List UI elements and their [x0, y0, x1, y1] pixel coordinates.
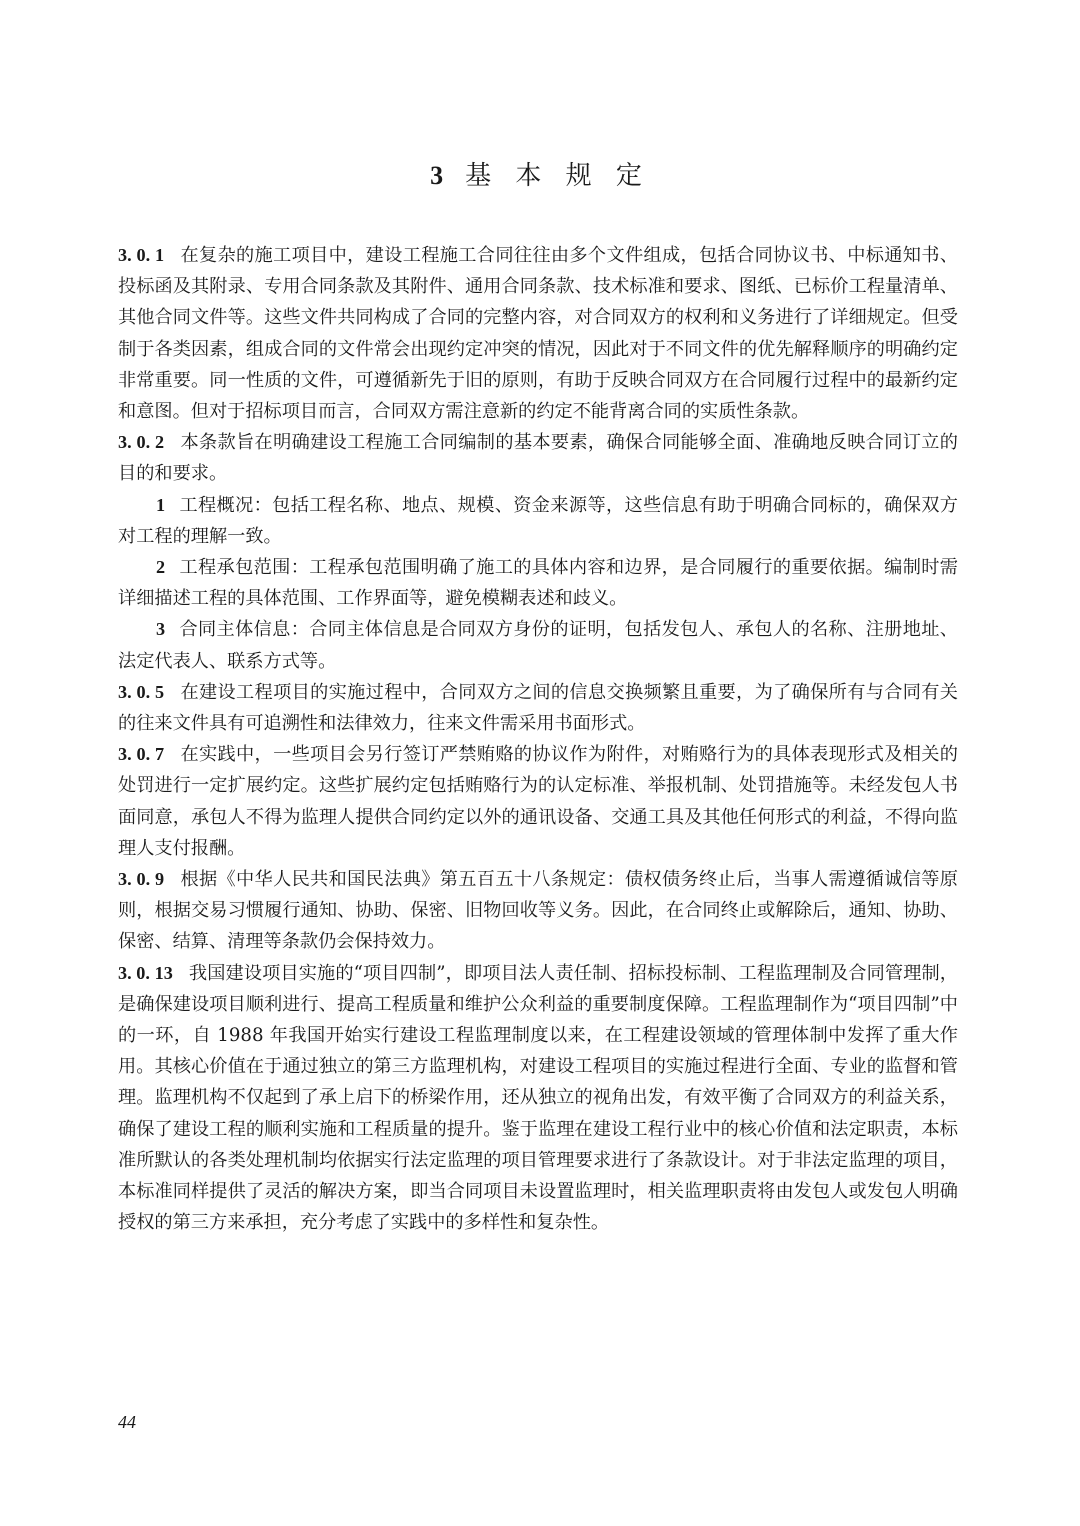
clause-text: 在复杂的施工项目中，建设工程施工合同往往由多个文件组成，包括合同协议书、中标通知书、投标函及其附录、专用合同条款及其附件、通用合同条款、技术标准和要求、图纸、已标价工程量清单、其他合同文件等。这些文件共同构成了合同的完整内容，对合同双方的权利和义务进行了详细规定。但受制于各类因素，组成合同的文件常会出现约定冲突的情况，因此对于不同文件的优先解释顺序的明确约定非常重要。同一性质的文件，可遵循新先于旧的原则，有助于反映合同双方在合同履行过程中的最新约定和意图。但对于招标项目而言，合同双方需注意新的约定不能背离合同的实质性条款。: [118, 245, 958, 423]
clause-text: 我国建设项目实施的“项目四制”，即项目法人责任制、招标投标制、工程监理制及合同管理制，是确保建设项目顺利进行、提高工程质量和维护公众利益的重要制度保障。工程监理制作为“项目四制”中的一环，自 1988 年我国开始实行建设工程监理制度以来，在工程建设领域的管理体制中发挥了重大作用。其核心价值在于通过独立的第三方监理机构，对建设工程项目的实施过程进行全面、专业的监督和管理。监理机构不仅起到了承上启下的桥梁作用，还从独立的视角出发，有效平衡了合同双方的利益关系，确保了建设工程的顺利实施和工程质量的提升。鉴于监理在建设工程行业中的核心价值和法定职责，本标准所默认的各类处理机制均依据实行法定监理的项目管理要求进行了条款设计。对于非法定监理的项目，本标准同样提供了灵活的解决方案，即当合同项目未设置监理时，相关监理职责将由发包人或发包人明确授权的第三方来承担，充分考虑了实践中的多样性和复杂性。: [118, 962, 958, 1234]
clause-3-0-7: [118, 739, 958, 864]
clause-number: 3. 0. 2: [118, 432, 165, 453]
clause-3-0-2: [118, 427, 958, 489]
clause-3-0-5: [118, 677, 958, 739]
clause-3-0-2-item-2: [118, 552, 958, 614]
section-title: 基 本 规 定: [465, 161, 650, 191]
clause-text: 本条款旨在明确建设工程施工合同编制的基本要素，确保合同能够全面、准确地反映合同订立的目的和要求。: [118, 432, 958, 485]
item-number: 3: [156, 619, 166, 640]
item-number: 2: [156, 557, 166, 578]
clause-number: 3. 0. 13: [118, 962, 173, 983]
clause-3-0-9: [118, 864, 958, 958]
item-text: 工程承包范围：工程承包范围明确了施工的具体内容和边界，是合同履行的重要依据。编制时需详细描述工程的具体范围、工作界面等，避免模糊表述和歧义。: [118, 557, 958, 610]
section-number: 3: [430, 161, 452, 190]
clause-number: 3. 0. 9: [118, 869, 165, 890]
clause-3-0-2-item-1: [118, 490, 958, 552]
clause-3-0-13: [118, 958, 958, 1239]
page-number: 44: [118, 1412, 136, 1432]
clause-number: 3. 0. 7: [118, 744, 165, 765]
document-body: [118, 240, 958, 1239]
item-text: 合同主体信息：合同主体信息是合同双方身份的证明，包括发包人、承包人的名称、注册地址、法定代表人、联系方式等。: [118, 619, 958, 672]
clause-number: 3. 0. 1: [118, 245, 165, 265]
item-text: 工程概况：包括工程名称、地点、规模、资金来源等，这些信息有助于明确合同标的，确保双方对工程的理解一致。: [118, 494, 958, 547]
clause-3-0-1: [118, 240, 958, 427]
item-number: 1: [156, 494, 166, 515]
clause-text: 根据《中华人民共和国民法典》第五百五十八条规定：债权债务终止后，当事人需遵循诚信等原则，根据交易习惯履行通知、协助、保密、旧物回收等义务。因此，在合同终止或解除后，通知、协助、保密、结算、清理等条款仍会保持效力。: [118, 869, 958, 953]
section-heading: [0, 158, 1080, 194]
clause-text: 在建设工程项目的实施过程中，合同双方之间的信息交换频繁且重要，为了确保所有与合同有关的往来文件具有可追溯性和法律效力，往来文件需采用书面形式。: [118, 681, 958, 735]
clause-text: 在实践中，一些项目会另行签订严禁贿赂的协议作为附件，对贿赂行为的具体表现形式及相关的处罚进行一定扩展约定。这些扩展约定包括贿赂行为的认定标准、举报机制、处罚措施等。未经发包人书面同意，承包人不得为监理人提供合同约定以外的通讯设备、交通工具及其他任何形式的利益，不得向监理人支付报酬。: [118, 744, 958, 859]
clause-3-0-2-item-3: [118, 614, 958, 676]
clause-number: 3. 0. 5: [118, 681, 165, 702]
